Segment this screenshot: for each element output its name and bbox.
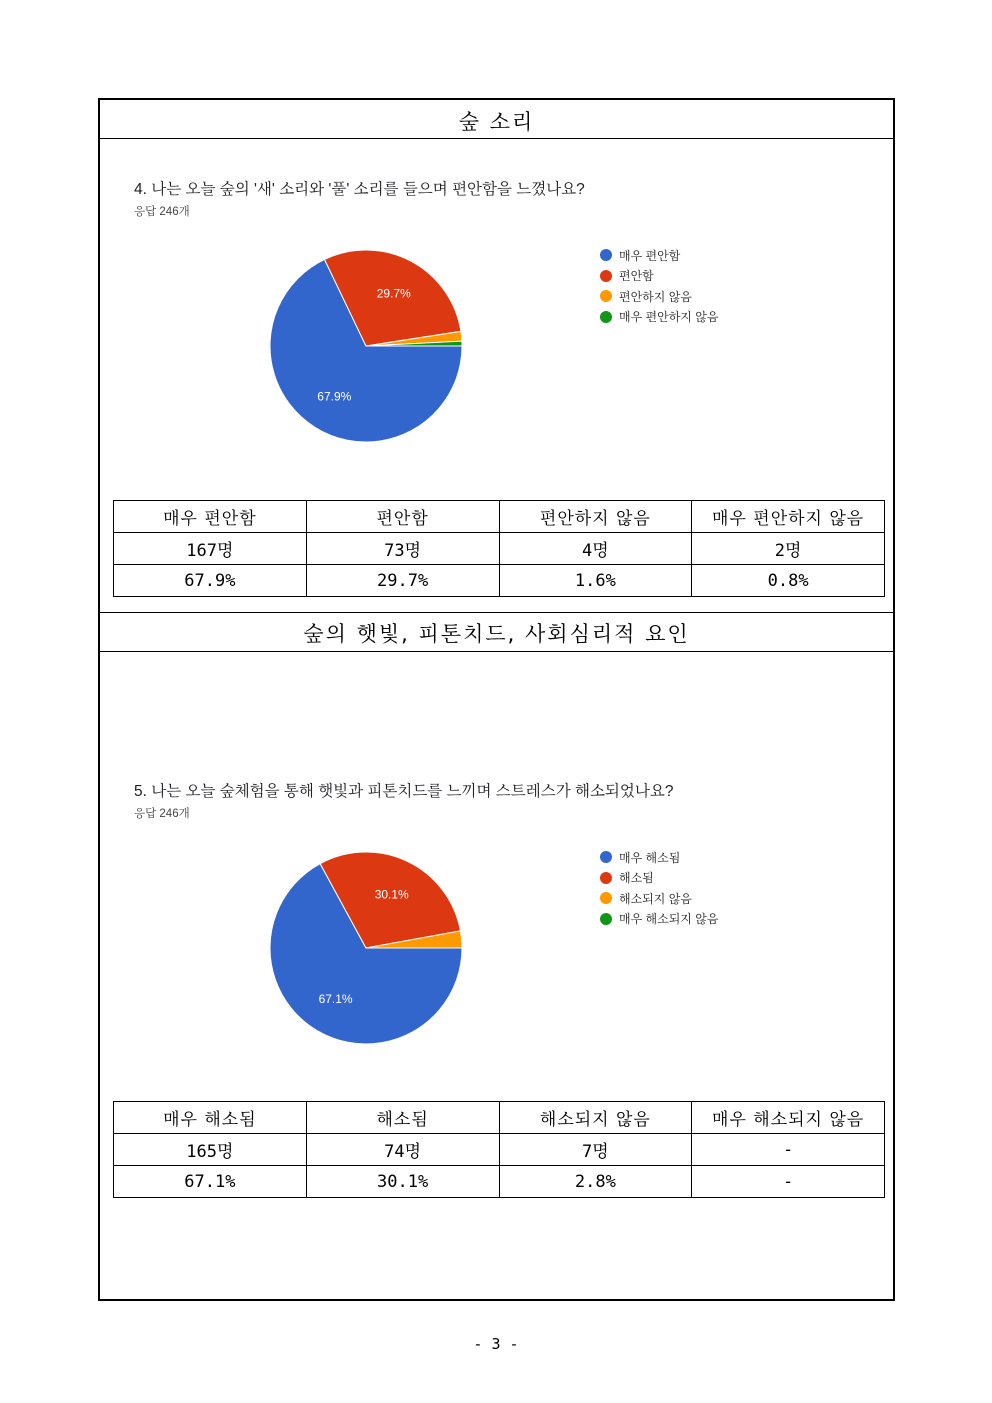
legend-item: [600, 868, 718, 889]
pie-chart: [268, 850, 464, 1046]
legend-swatch: [600, 913, 612, 925]
page-number: - 3 -: [473, 1335, 519, 1353]
table-cell: 7명: [499, 1134, 692, 1166]
table-header-cell: 매우 편안함: [114, 501, 307, 533]
table-row-percents: [114, 565, 885, 597]
pie-chart: [268, 248, 464, 444]
legend-label: 편안함: [619, 269, 654, 284]
table-cell: 167명: [114, 533, 307, 565]
legend-swatch: [600, 290, 612, 302]
table-cell: 2명: [692, 533, 885, 565]
legend-swatch: [600, 270, 612, 282]
legend-item: [600, 286, 718, 307]
survey-frame: [98, 98, 895, 1301]
section-title: 숲 소리: [458, 110, 535, 134]
table-header-cell: 해소되지 않음: [499, 1102, 692, 1134]
table-header-cell: 편안함: [306, 501, 499, 533]
legend-label: 매우 해소됨: [619, 850, 681, 865]
divider: [100, 138, 893, 139]
table-cell: 67.1%: [114, 1166, 307, 1198]
section-title: 숲의 햇빛, 피톤치드, 사회심리적 요인: [303, 622, 690, 646]
table-header-cell: 매우 편안하지 않음: [692, 501, 885, 533]
legend-item: [600, 888, 718, 909]
legend-label: 해소됨: [619, 871, 654, 886]
legend-swatch: [600, 872, 612, 884]
table-cell: 73명: [306, 533, 499, 565]
table-cell: 74명: [306, 1134, 499, 1166]
question-title: 4. 나는 오늘 숲의 '새' 소리와 '풀' 소리를 들으며 편안함을 느꼈나요?: [134, 181, 585, 198]
table-header-row: [114, 1102, 885, 1134]
table-cell: 4명: [499, 533, 692, 565]
chart-legend: [600, 847, 718, 929]
table-cell: 29.7%: [306, 565, 499, 597]
legend-swatch: [600, 892, 612, 904]
legend-label: 매우 편안함: [619, 248, 681, 263]
results-table: [113, 500, 885, 597]
legend-label: 편안하지 않음: [619, 289, 692, 304]
legend-item: [600, 245, 718, 266]
slice-label: 29.7%: [376, 286, 411, 301]
legend-label: 매우 편안하지 않음: [619, 310, 719, 325]
slice-label: 67.9%: [317, 389, 352, 404]
legend-item: [600, 847, 718, 868]
table-row-counts: [114, 1134, 885, 1166]
legend-label: 매우 해소되지 않음: [619, 912, 719, 927]
response-count: 응답 246개: [134, 206, 190, 218]
results-table: [113, 1101, 885, 1198]
chart-legend: [600, 245, 718, 327]
legend-swatch: [600, 249, 612, 261]
table-cell: 67.9%: [114, 565, 307, 597]
divider: [100, 612, 893, 613]
table-cell: -: [692, 1134, 885, 1166]
table-header-row: [114, 501, 885, 533]
legend-item: [600, 307, 718, 328]
legend-item: [600, 266, 718, 287]
table-cell: 1.6%: [499, 565, 692, 597]
table-cell: -: [692, 1166, 885, 1198]
divider: [100, 651, 893, 652]
table-cell: 30.1%: [306, 1166, 499, 1198]
table-row-counts: [114, 533, 885, 565]
response-count: 응답 246개: [134, 808, 190, 820]
legend-label: 해소되지 않음: [619, 891, 692, 906]
legend-swatch: [600, 311, 612, 323]
question-title: 5. 나는 오늘 숲체험을 통해 햇빛과 피톤치드를 느끼며 스트레스가 해소되었나요?: [134, 783, 674, 800]
table-cell: 2.8%: [499, 1166, 692, 1198]
slice-label: 30.1%: [374, 887, 409, 902]
legend-swatch: [600, 851, 612, 863]
table-cell: 0.8%: [692, 565, 885, 597]
slice-label: 67.1%: [318, 992, 353, 1007]
table-header-cell: 편안하지 않음: [499, 501, 692, 533]
table-row-percents: [114, 1166, 885, 1198]
legend-item: [600, 909, 718, 930]
table-cell: 165명: [114, 1134, 307, 1166]
table-header-cell: 해소됨: [306, 1102, 499, 1134]
table-header-cell: 매우 해소됨: [114, 1102, 307, 1134]
table-header-cell: 매우 해소되지 않음: [692, 1102, 885, 1134]
